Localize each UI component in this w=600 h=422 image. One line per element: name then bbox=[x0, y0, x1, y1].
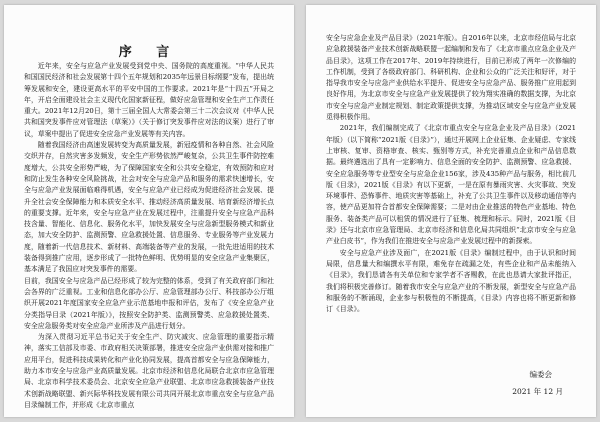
date: 2021 年 12 月 bbox=[512, 387, 563, 396]
paragraph: 近年来，安全与应急产业发展受到党中央、国务院的高度重视。“中华人民共和国国民经济和社会发展第十四个五年规划和2035年远景目标纲要”发布，提出统筹发展和安全，建设更高水平的平安中国的工作要求。2021年是“十四五”开局之年，开启全面建设社会主义现代化国家新征程，做好应急管理和安全生产工作责任重大。2021年12月20日，第十三届全国人大常委会第三十二次会议对《中华人民共和国突发事件应对管理法（草案）》（关于修订突发事件应对法的议案）进行了审议，草案中提出了促进安全应急产业发展等有关内容。 bbox=[24, 62, 274, 138]
paragraph: 随着我国经济由高速发展转变为高质量发展，新冠疫情和各种自然、社会风险交织并存，自然灾害多发频发，安全生产形势依然严峻复杂，公共卫生事件防控难度增大，公共安全形势严峻，为了保障国家安全和公共安全稳定，有效预防和应对和防止发生各种安全风险挑战，社会对安全与应急产品和服务的需求快速增长，安全与应急产业发展面临难得机遇，安全与应急产业已经成为促进经济社会发展、提升全社会安全保障能力和本质安全水平、推动经济高质量发展、培育新经济增长点的重要支撑。近年来，安全与应急产业在发展过程中，注重提升安全与应急产品科技含量、智能化、信息化、服务化水平，加快发展安全与应急新型服务模式和新业态，加大安全防护、监测预警、应急救援处置、信息服务、专业服务等产业发展力度，随着新一代信息技术、新材料、高端装备等产业的发展，一批先进适用的技术装备得到推广应用，逐步形成了一批特色鲜明、优势明显的安全应急产业集聚区，基本满足了我国应对突发事件的需要。 bbox=[24, 141, 274, 274]
page-title: 序 言 bbox=[118, 45, 180, 60]
editor-signature: 编委会 bbox=[529, 370, 552, 379]
right-page-body bbox=[326, 33, 576, 315]
right-page bbox=[306, 5, 596, 417]
paragraph: 为深入贯彻习近平总书记关于安全生产、防灾减灾、应急管理的重要指示精神，落实工信部及市委、市政府相关决策部署，推进安全应急产业供需对接和推广应用平台，促进科技成果转化和产业化协同发展，提高首都安全与应急保障能力，助力本市安全与应急产业高质量发展。北京市经济和信息化局联合北京市应急管理局、北京市科学技术委员会、北京安全应急产业联盟、北京市应急救援装备产业技术创新战略联盟、新兴际华科技发展有限公司共同开展北京市重点安全与应急产品目录编制工作，并形成《北京市重点 bbox=[24, 333, 274, 409]
paragraph: 安全与应急产业涉及面广，在2021版《目录》编制过程中，由于认识和时间局限，信息量大和编撰水平有限，难免存在疏漏之处，有些企业和产品未能纳入《目录》，我们恳请各有关单位和专家学者不吝赐教，在此也恳请大家批评指正，我们将积极完善修订。随着我市安全与应急产业的不断发展，新型安全与应急产品和服务的不断涌现，企业参与积极性的不断提高，《目录》内容也将不断更新和修订《目录》。 bbox=[326, 248, 576, 314]
paragraph: 目前，我国安全与应急产品已经形成了较为完整的体系，受到了有关政府部门和社会各界的广泛重视。工业和信息化部办公厅、应急管理部办公厅、科技部办公厅组织开展2021年度国家安全应急产业示范基地申报和评估，发布了《安全应急产业分类指导目录（2021年版）》，按照安全防护类、监测预警类、应急救援处置类、安全应急服务类对安全应急产业所涉及产品进行划分。 bbox=[24, 276, 274, 330]
left-page-body bbox=[24, 61, 274, 411]
paragraph: 安全与应急企业及产品目录》（2021年版）。自2016年以来，北京市经信局与北京应急救援装备产业技术创新战略联盟一起编制和发布了《北京市重点应急企业及产品目录》，这项工作在2017年、2019年持续进行，目前已形成了两年一次修编的工作机制，受到了各级政府部门、科研机构、企业和公众的广泛关注和好评，对于指导我市安全与应急产业供给水平提升、促进安全与应急产品、服务推广应用起到良好作用，为北京市安全与应急产业发展提供了较为翔实准确的数据支撑，为北京市安全与应急产业制定规划、制定政策提供支撑，为推动区域安全与应急产业发展觅得积极作用。 bbox=[326, 34, 576, 122]
paragraph: 2021年，我们编制完成了《北京市重点安全与应急企业及产品目录》（2021年版）（以下简称“2021版《目录》”），通过开展网上企业征集、企业疑虑、专家线上审核、复审、资格审查、核实、甄别等方式，补充完善重点企业和产品信息数据。最终遴选出了具有一定影响力、信息全面的安全防护、监测预警、应急救援、安全应急服务等专业型安全与应急企业156家，涉及435种产品与服务，相比前几版《目录》，2021版《目录》有以下更新，一是在原有暴雨灾害、火灾事故、突发环境事件、恐怖事件、地质灾害等基础上，补充了公共卫生事件以及移动通信等内容，使产品更加符合首都安全保障需要；二是对由企业推送的特色产业基地、特色服务、装备类产品可以租赁的情况进行了征集、梳理和标示。同时，2021版《目录》还与北京市应急管理局、北京市经济和信息化局共同组织“北京市安全与应急产业白皮书”，作为我们在推进安全与应急产业发展过程中的新探索。 bbox=[326, 124, 576, 246]
left-page bbox=[4, 5, 294, 417]
